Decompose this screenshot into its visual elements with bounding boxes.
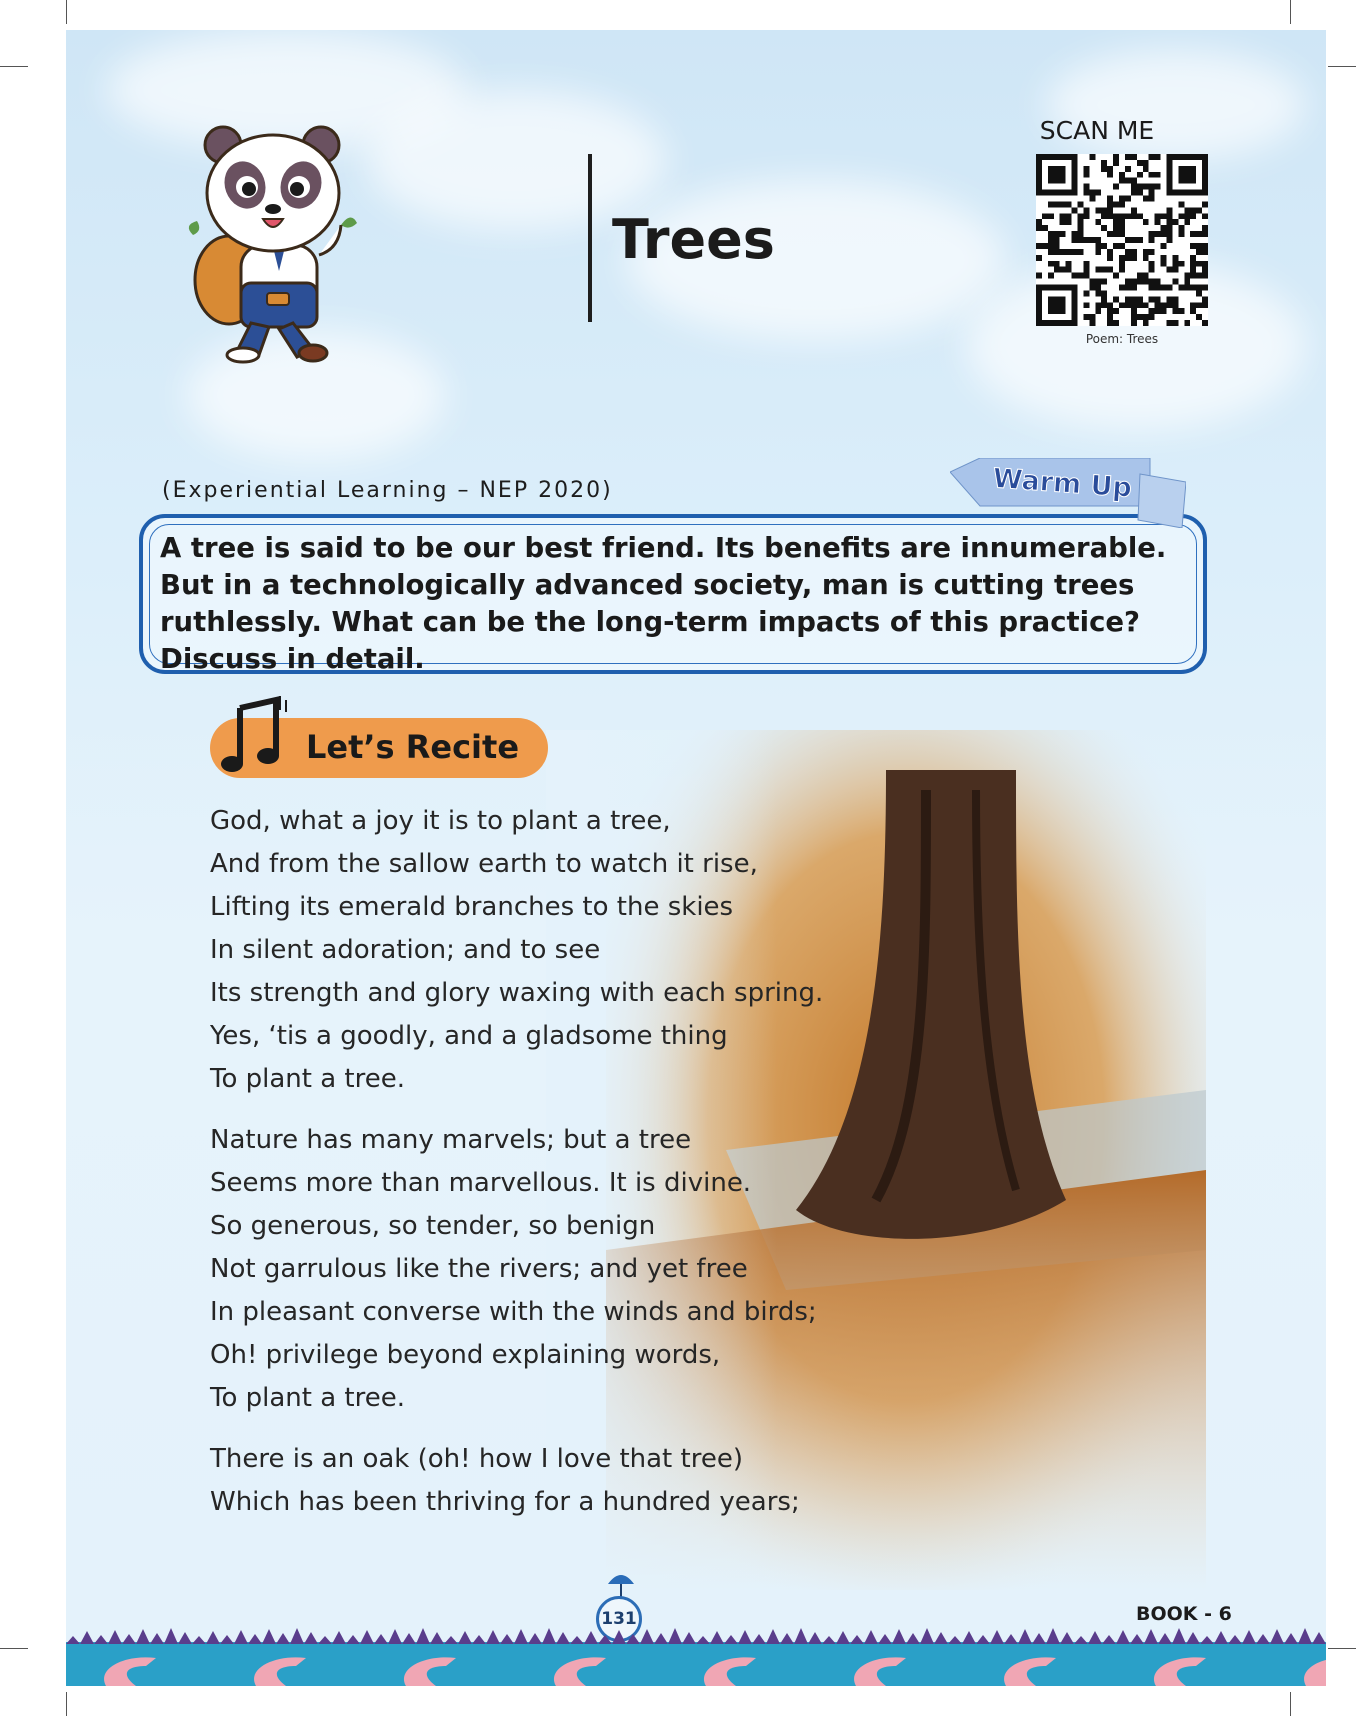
title-divider <box>588 154 592 322</box>
footer-decoration <box>66 1628 1326 1686</box>
poem-line: In pleasant converse with the winds and birds; <box>210 1297 817 1327</box>
poem-stanza <box>210 800 910 1101</box>
experiential-learning-label: (Experiential Learning – NEP 2020) <box>162 478 613 503</box>
panda-mascot-icon <box>181 115 371 365</box>
crop-mark <box>1290 1692 1291 1716</box>
book-label: BOOK - 6 <box>1136 1603 1232 1625</box>
poem-line: In silent adoration; and to see <box>210 935 601 965</box>
warm-up-tag-label: Warm Up <box>991 463 1133 504</box>
poem-line: To plant a tree. <box>210 1064 405 1094</box>
poem-line: There is an oak (oh! how I love that tree) <box>210 1444 743 1474</box>
book-page <box>66 30 1326 1686</box>
poem-line: God, what a joy it is to plant a tree, <box>210 806 671 836</box>
warm-up-prompt: A tree is said to be our best friend. Its benefits are innumerable. But in a technologically advanced society, man is cutting trees ruthlessly. What can be the long-term impacts of this practice? Discuss in detail. <box>160 532 1167 675</box>
scan-me-label: SCAN ME <box>1039 116 1155 145</box>
poem-line: So generous, so tender, so benign <box>210 1211 656 1241</box>
page-title: Trees <box>612 208 775 271</box>
poem-line: Seems more than marvellous. It is divine. <box>210 1168 752 1198</box>
warm-up-tag <box>950 458 1186 528</box>
poem-line: To plant a tree. <box>210 1383 405 1413</box>
poem-line: Oh! privilege beyond explaining words, <box>210 1340 721 1370</box>
crop-mark <box>1328 1648 1356 1649</box>
poem <box>210 800 910 1542</box>
poem-line: Its strength and glory waxing with each spring. <box>210 978 824 1008</box>
poem-line: Which has been thriving for a hundred years; <box>210 1487 800 1517</box>
poem-line: Yes, ‘tis a goodly, and a gladsome thing <box>210 1021 728 1051</box>
page-number: 131 <box>596 1596 642 1642</box>
crop-mark <box>66 0 67 24</box>
umbrella-icon <box>606 1570 636 1598</box>
crop-mark <box>1290 0 1291 24</box>
crop-mark <box>66 1692 67 1716</box>
poem-line: Lifting its emerald branches to the skies <box>210 892 734 922</box>
qr-caption: Poem: Trees <box>1085 332 1159 346</box>
poem-line: Not garrulous like the rivers; and yet free <box>210 1254 748 1284</box>
lets-recite-heading: Let’s Recite <box>306 728 520 766</box>
poem-line: Nature has many marvels; but a tree <box>210 1125 692 1155</box>
crop-mark <box>0 1648 28 1649</box>
crop-mark <box>1328 66 1356 67</box>
qr-code-icon[interactable] <box>1036 154 1208 326</box>
poem-stanza <box>210 1119 910 1420</box>
poem-line: And from the sallow earth to watch it rise, <box>210 849 758 879</box>
crop-mark <box>0 66 28 67</box>
poem-stanza <box>210 1438 910 1524</box>
music-note-icon <box>218 694 296 778</box>
